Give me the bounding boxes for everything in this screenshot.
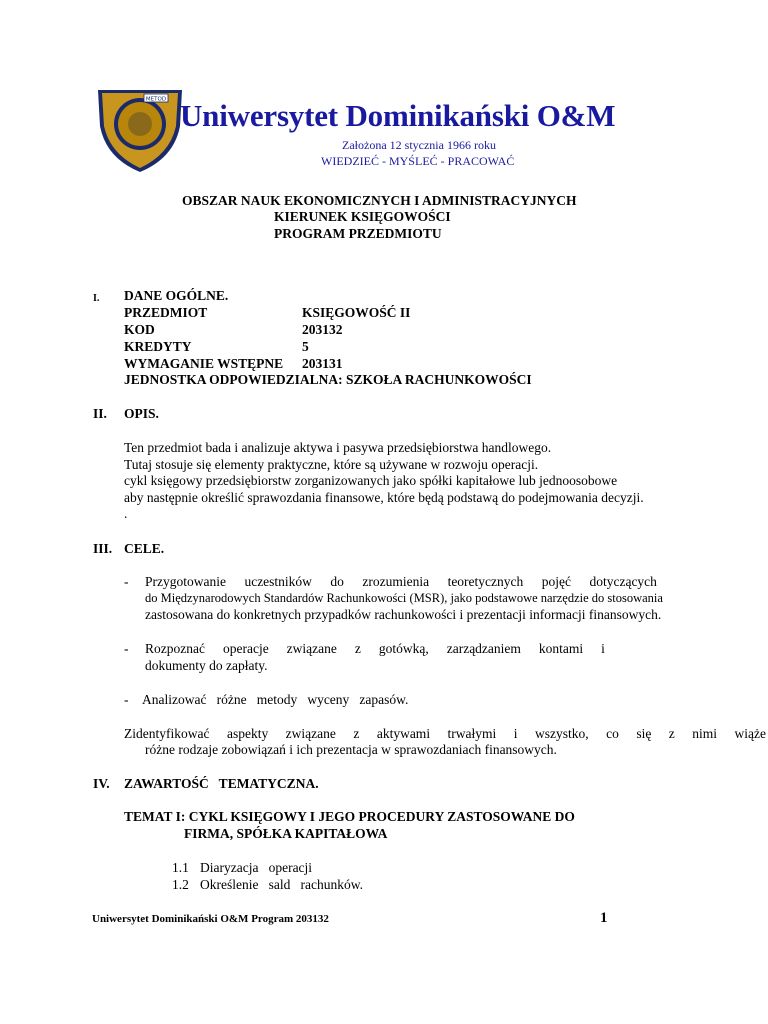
- word: wszystko,: [535, 726, 589, 741]
- objective-line: [124, 726, 766, 742]
- objective-line: dokumenty do zapłaty.: [145, 658, 268, 673]
- word: aspekty: [226, 726, 269, 741]
- title-program: PROGRAM PRZEDMIOTU: [274, 226, 442, 241]
- word: z: [353, 726, 360, 741]
- word: z: [354, 641, 361, 656]
- word: kontami: [538, 641, 584, 656]
- word: nimi: [692, 726, 718, 741]
- word: pojęć: [541, 574, 571, 589]
- word: wiąże: [734, 726, 766, 741]
- word: zrozumienia: [362, 574, 430, 589]
- section-title: ZAWARTOŚĆ TEMATYCZNA.: [124, 776, 319, 791]
- section-number: I.: [93, 293, 100, 304]
- responsible-unit: JEDNOSTKA ODPOWIEDZIALNA: SZKOŁA RACHUNKOWOŚCI: [124, 372, 532, 387]
- field-label: PRZEDMIOT: [124, 305, 208, 320]
- svg-text:METOD: METOD: [145, 96, 167, 103]
- subitem-number: 1.1: [172, 860, 189, 875]
- subitem-text: Diaryzacja operacji: [200, 860, 313, 875]
- university-logo: [94, 86, 186, 174]
- word: się: [636, 726, 652, 741]
- objective-line: [145, 574, 657, 590]
- word: aktywami: [376, 726, 431, 741]
- description-line: Tutaj stosuje się elementy praktyczne, które są używane w rozwoju operacji.: [124, 457, 539, 472]
- field-value: 203131: [302, 356, 343, 371]
- field-value: 203132: [302, 322, 343, 337]
- objective-line: Analizować różne metody wyceny zapasów.: [142, 692, 409, 707]
- topic-title: TEMAT I: CYKL KSIĘGOWY I JEGO PROCEDURY ZASTOSOWANE DO: [124, 809, 575, 824]
- field-value: 5: [302, 339, 309, 354]
- topic-title: FIRMA, SPÓŁKA KAPITAŁOWA: [184, 826, 388, 841]
- word: uczestników: [244, 574, 312, 589]
- word: dotyczących: [589, 574, 657, 589]
- word: Zidentyfikować: [124, 726, 210, 741]
- section-title: OPIS.: [124, 406, 159, 421]
- title-field: KIERUNEK KSIĘGOWOŚCI: [274, 209, 451, 224]
- page-number: 1: [600, 910, 608, 926]
- word: z: [668, 726, 675, 741]
- bullet: -: [124, 692, 129, 707]
- bullet: -: [124, 574, 129, 589]
- section-number: III.: [93, 541, 113, 556]
- section-title: DANE OGÓLNE.: [124, 288, 229, 303]
- word: związane: [286, 641, 337, 656]
- word: teoretycznych: [447, 574, 524, 589]
- founded-date: Założona 12 stycznia 1966 roku: [342, 138, 496, 152]
- field-label: KREDYTY: [124, 339, 192, 354]
- field-value: KSIĘGOWOŚĆ II: [302, 305, 411, 320]
- word: trwałymi: [447, 726, 497, 741]
- word: związane: [285, 726, 336, 741]
- title-area: OBSZAR NAUK EKONOMICZNYCH I ADMINISTRACYJNYCH: [182, 193, 577, 208]
- objective-line: zastosowana do konkretnych przypadków rachunkowości i prezentacji informacji finansowych.: [145, 607, 662, 622]
- word: Rozpoznać: [145, 641, 205, 656]
- description-line: .: [124, 506, 128, 521]
- description-line: cykl księgowy przedsiębiorstw zorganizowanych jako spółki kapitałowe lub jednoosobowe: [124, 473, 618, 488]
- word: zarządzaniem: [446, 641, 521, 656]
- field-label: WYMAGANIE WSTĘPNE: [124, 356, 284, 371]
- word: Przygotowanie: [145, 574, 226, 589]
- section-number: II.: [93, 406, 107, 421]
- university-name: Uniwersytet Dominikański O&M: [180, 98, 616, 133]
- bullet: -: [124, 641, 129, 656]
- objective-line: do Międzynarodowych Standardów Rachunkowości (MSR), jako podstawowe narzędzie do stosowania: [145, 591, 663, 605]
- subitem-number: 1.2: [172, 877, 189, 892]
- word: co: [606, 726, 619, 741]
- field-label: KOD: [124, 322, 155, 337]
- word: i: [513, 726, 518, 741]
- word: do: [330, 574, 344, 589]
- word: gotówką,: [378, 641, 429, 656]
- section-title: CELE.: [124, 541, 165, 556]
- page-footer: Uniwersytet Dominikański O&M Program 203132: [92, 913, 329, 925]
- word: operacje: [222, 641, 269, 656]
- section-number: IV.: [93, 776, 110, 791]
- university-motto: WIEDZIEĆ - MYŚLEĆ - PRACOWAĆ: [321, 154, 515, 168]
- subitem-text: Określenie sald rachunków.: [200, 877, 363, 892]
- description-line: Ten przedmiot bada i analizuje aktywa i pasywa przedsiębiorstwa handlowego.: [124, 440, 552, 455]
- objective-line: różne rodzaje zobowiązań i ich prezentacja w sprawozdaniach finansowych.: [145, 742, 557, 757]
- description-line: aby następnie określić sprawozdania finansowe, które będą podstawą do podejmowania decyzji.: [124, 490, 644, 505]
- word: i: [601, 641, 605, 656]
- objective-line: [145, 641, 605, 657]
